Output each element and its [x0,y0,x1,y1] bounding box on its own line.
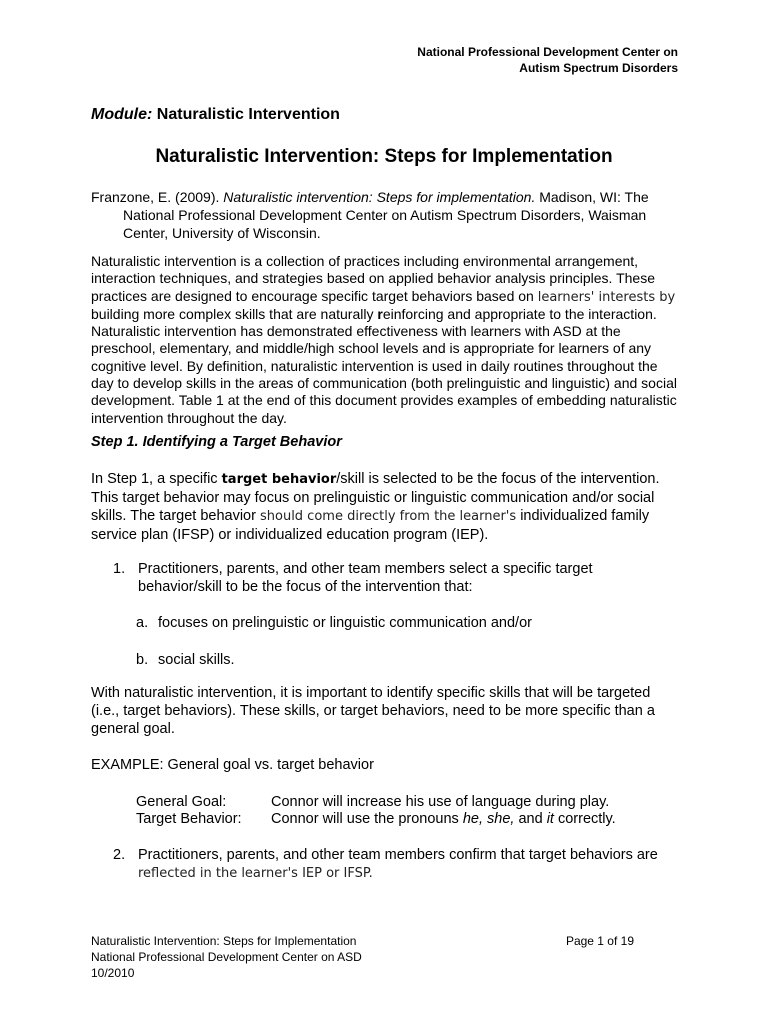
module-name: Naturalistic Intervention [156,106,340,123]
footer-line-1: Naturalistic Intervention: Steps for Implementation [91,934,357,948]
example-target-end: correctly. [553,811,616,827]
header-line-2: Autism Spectrum Disorders [519,61,678,75]
list-item-2-text [138,846,708,883]
intro-text-3: building more complex skills that are naturally [91,305,378,322]
example-target-a: Connor will use the pronouns [271,811,463,827]
step1-text-c: /skill is selected to be the focus of the intervention. This target behavior may focus on prelinguistic or linguistic communication and/or social skills. The target behavior [91,471,660,524]
footer-line-3: 10/2010 [91,966,135,980]
footer [91,933,362,981]
step1-paragraph [91,470,681,544]
list-item-1b-text: social skills. [158,652,235,668]
footer-line-2: National Professional Development Center on ASD [91,950,362,964]
step1-text-b: target behavior [221,472,337,487]
step1-text-e: individualized family service plan (IFSP) or individualized education program (IEP). [91,508,650,543]
list-item-1b-letter: b. [136,652,149,668]
example-goal-text: Connor will increase his use of language during play. [271,794,610,810]
header-line-1: National Professional Development Center on [417,45,678,59]
example-target-it: it [546,811,554,827]
citation-rest: Madison, WI: The National Professional Development Center on Autism Spectrum Disorders, Waisman Center, University of Wisconsin. [123,189,649,241]
list-item-2-text-2: reflected in the learner's IEP or IFSP. [138,866,373,881]
step1-text-d: should come directly from the learner's [259,509,517,524]
intro-text-5: einforcing and appropriate to the interaction. Naturalistic intervention has demonstrated effectiveness with learners with ASD at the preschool, elementary, and middle/high school levels and is appropriate for learners of any cognitive level. By definition, naturalistic intervention is used in daily routines throughout the day to develop skills in the areas of communication (both prelinguistic and linguistic) and social development. Table 1 at the end of this document provides examples of embedding naturalistic intervention throughout the day. [91,305,677,426]
example-target-text [271,810,616,828]
step1-heading: Step 1. Identifying a Target Behavior [91,434,342,450]
list-item-2-text-1: Practitioners, parents, and other team members confirm that target behaviors are [138,847,658,863]
step1-text-a: In Step 1, a specific [91,471,222,487]
page-title: Naturalistic Intervention: Steps for Implementation [155,146,613,167]
step1-paragraph-2: With naturalistic intervention, it is important to identify specific skills that will be targeted (i.e., target behaviors). These skills, or target behaviors, need to be more specific than a general goal. [91,685,655,737]
list-item-1-number: 1. [113,561,126,577]
example-target-label: Target Behavior: [136,811,242,827]
example-heading: EXAMPLE: General goal vs. target behavior [91,757,374,773]
list-item-1-text: Practitioners, parents, and other team members select a specific target behavior/skill to be the focus of the intervention that: [138,561,593,595]
intro-text-4: r [377,305,383,322]
list-item-1a-letter: a. [136,615,149,631]
module-line [91,106,340,124]
example-target-pronouns: he, she, [462,811,515,827]
page-number: Page 1 of 19 [565,934,634,948]
intro-text-2: learners' interests by [537,289,676,305]
intro-text-1: Naturalistic intervention is a collection of practices including environmental arrangement, interaction techniques, and strategies based on applied behavior analysis principles. These practices are designed to encourage specific target behaviors based on [91,253,655,304]
module-label: Module: [91,106,153,123]
citation [91,188,683,242]
list-item-1a-text: focuses on prelinguistic or linguistic communication and/or [158,615,532,631]
citation-authors: Franzone, E. (2009). [91,189,224,205]
list-item-2-number: 2. [113,847,126,863]
running-header [417,44,678,76]
example-goal-label: General Goal: [136,794,227,810]
citation-work: Naturalistic intervention: Steps for implementation. [223,189,536,205]
example-target-and: and [514,811,547,827]
intro-paragraph [91,253,681,427]
